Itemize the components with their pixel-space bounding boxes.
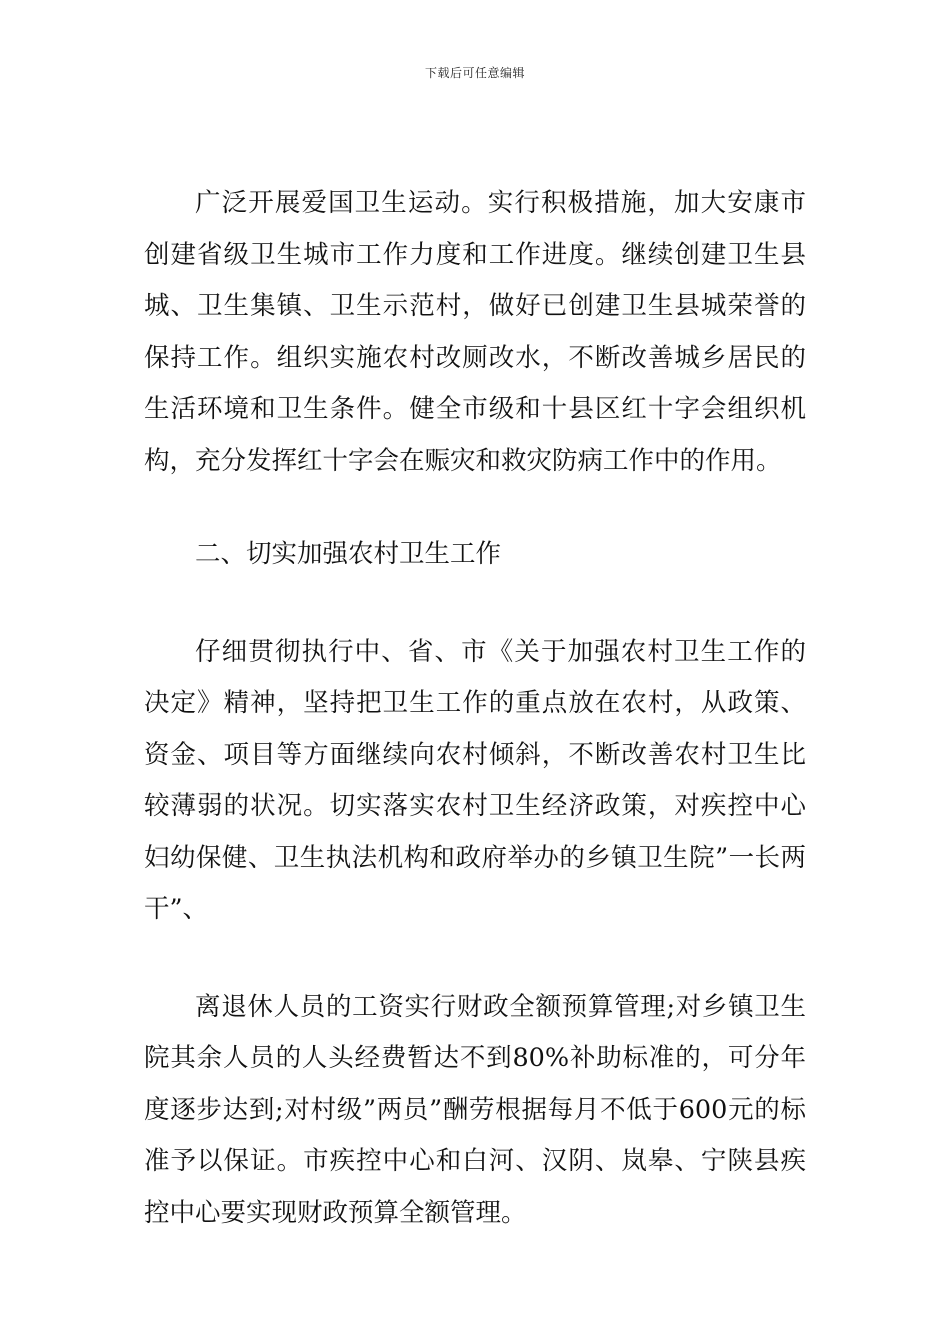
- document-body: [144, 178, 806, 1239]
- paragraph-rural-policy: 仔细贯彻执行中、省、市《关于加强农村卫生工作的决定》精神，坚持把卫生工作的重点放在农村，从政策、资金、项目等方面继续向农村倾斜，不断改善农村卫生比较薄弱的状况。切实落实农村卫生经济政策，对疾控中心妇幼保健、卫生执法机构和政府举办的乡镇卫生院”一长两干”、: [144, 636, 806, 924]
- paragraph-patriotic-health: 广泛开展爱国卫生运动。实行积极措施，加大安康市创建省级卫生城市工作力度和工作进度。继续创建卫生县城、卫生集镇、卫生示范村，做好已创建卫生县城荣誉的保持工作。组织实施农村改厕改水，不断改善城乡居民的生活环境和卫生条件。健全市级和十县区红十字会组织机构，充分发挥红十字会在赈灾和救灾防病工作中的作用。: [144, 188, 806, 476]
- section-heading-rural-health: 二、切实加强农村卫生工作: [195, 539, 502, 569]
- paragraph-budget-management: 离退休人员的工资实行财政全额预算管理;对乡镇卫生院其余人员的人头经费暂达不到80%补助标准的，可分年度逐步达到;对村级”两员”酬劳根据每月不低于600元的标准予以保证。市疾控中心和白河、汉阴、岚皋、宁陕县疾控中心要实现财政预算全额管理。: [144, 991, 806, 1228]
- page-header-note: 下载后可任意编辑: [424, 66, 525, 80]
